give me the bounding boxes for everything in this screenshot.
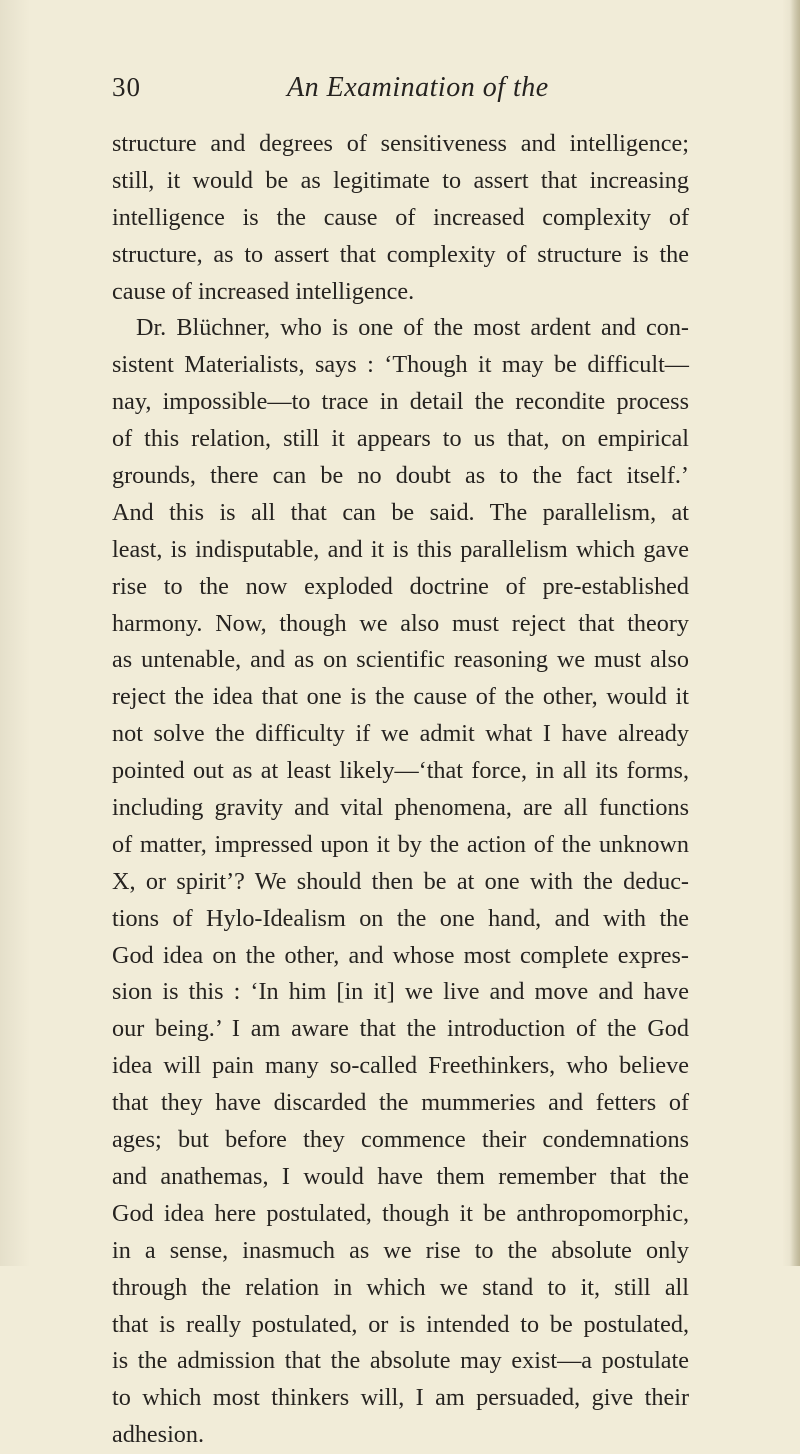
text-line: tions of Hylo-Idealism on the one hand, and with the xyxy=(112,904,689,932)
running-head-title: An Examination of the xyxy=(287,72,549,103)
page-number: 30 xyxy=(112,72,141,102)
text-line: grounds, there can be no doubt as to the fact itself.’ xyxy=(112,462,689,490)
running-head xyxy=(112,72,692,112)
text-line: including gravity and vital phenomena, are all functions xyxy=(112,794,689,822)
text-line: in a sense, inasmuch as we rise to the absolute only xyxy=(112,1236,689,1264)
text-line: sistent Materialists, says : ‘Though it may be difficult— xyxy=(112,351,689,379)
text-line: God idea here postulated, though it be anthropomorphic, xyxy=(112,1199,689,1227)
text-line: that is really postulated, or is intended to be postulated, xyxy=(112,1310,689,1338)
text-line: through the relation in which we stand to it, still all xyxy=(112,1273,689,1301)
text-line: idea will pain many so-called Freethinkers, who believe xyxy=(112,1052,689,1080)
text-line: least, is indisputable, and it is this parallelism which gave xyxy=(112,535,689,563)
text-line: is the admission that the absolute may exist—a postulate xyxy=(112,1347,689,1375)
page-edge-shadow xyxy=(790,0,800,1266)
text-line: X, or spirit’? We should then be at one with the deduc- xyxy=(112,867,689,895)
text-line: structure and degrees of sensitiveness and intelligence; xyxy=(112,130,689,157)
text-line: our being.’ I am aware that the introduction of the God xyxy=(112,1015,689,1043)
text-line: still, it would be as legitimate to assert that increasing xyxy=(112,166,689,194)
text-line: God idea on the other, and whose most complete expres- xyxy=(112,941,689,969)
body-text xyxy=(112,126,689,1454)
text-line: to which most thinkers will, I am persuaded, give their xyxy=(112,1384,689,1412)
text-line: of this relation, still it appears to us that, on empirical xyxy=(112,425,689,453)
text-line: harmony. Now, though we also must reject that theory xyxy=(112,609,689,637)
text-line: nay, impossible—to trace in detail the recondite process xyxy=(112,388,689,416)
text-line: cause of increased intelligence. xyxy=(112,277,415,305)
text-line: sion is this : ‘In him [in it] we live and move and have xyxy=(112,978,689,1006)
text-line: adhesion. xyxy=(112,1421,205,1449)
text-line: of matter, impressed upon it by the action of the unknown xyxy=(112,830,689,858)
text-line: And this is all that can be said. The parallelism, at xyxy=(112,498,689,526)
text-line: reject the idea that one is the cause of the other, would it xyxy=(112,683,689,711)
text-line: as untenable, and as on scientific reasoning we must also xyxy=(112,646,689,674)
text-line: rise to the now exploded doctrine of pre-established xyxy=(112,572,689,600)
text-line: that they have discarded the mummeries and fetters of xyxy=(112,1089,689,1117)
text-line: ages; but before they commence their condemnations xyxy=(112,1126,689,1154)
text-line: not solve the difficulty if we admit what I have already xyxy=(112,720,689,748)
text-line: pointed out as at least likely—‘that force, in all its forms, xyxy=(112,757,689,785)
text-line: and anathemas, I would have them remember that the xyxy=(112,1162,689,1190)
text-line: intelligence is the cause of increased complexity of xyxy=(112,203,689,231)
text-line: structure, as to assert that complexity of structure is the xyxy=(112,240,689,268)
paragraph-first-line: Dr. Blüchner, who is one of the most ardent and con- xyxy=(136,314,689,342)
